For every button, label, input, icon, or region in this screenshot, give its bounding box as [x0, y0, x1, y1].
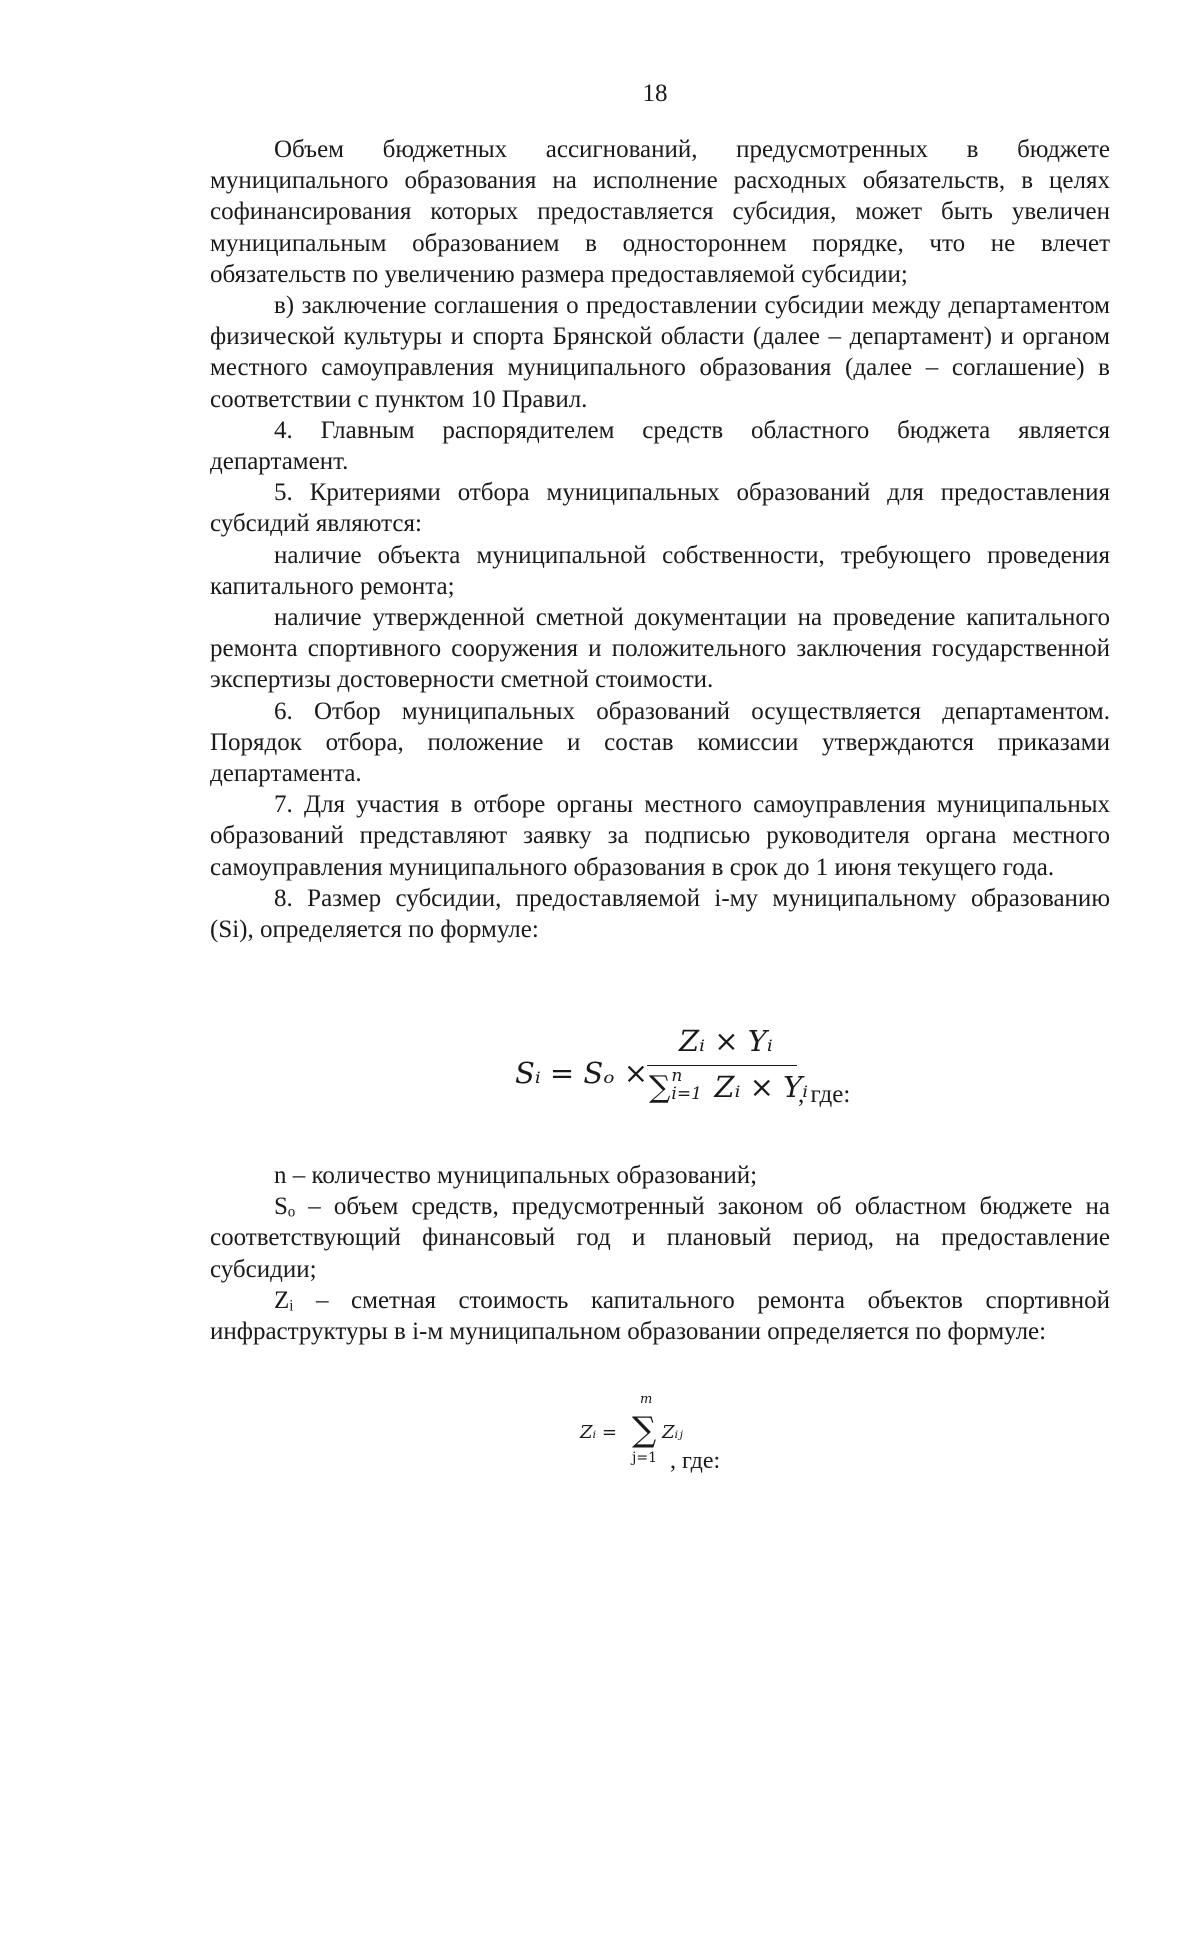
cost-formula — [580, 1392, 780, 1472]
sum-upper-limit: n — [671, 1066, 683, 1086]
fraction-bar — [647, 1065, 797, 1066]
sum-sign: ∑ — [649, 1070, 671, 1105]
sum-limits — [670, 1066, 714, 1104]
paragraph: n – количество муниципальных образований; — [274, 1162, 758, 1189]
paragraph: Zᵢ – сметная стоимость капитального ремонта объектов спортивной инфраструктуры в i-м муниципальном образовании определяется по формуле: — [210, 1286, 1110, 1346]
paragraph: 7. Для участия в отборе органы местного самоуправления муниципальных образований представляют заявку за подписью руководителя органа местного самоуправления муниципального образования в срок до 1 июня текущего года. — [210, 791, 1110, 881]
formula-denominator — [649, 1066, 809, 1105]
formula-lhs: Sᵢ = Sₒ × — [515, 1056, 648, 1090]
denominator-term: Zᵢ × Yᵢ — [714, 1070, 809, 1104]
page-number: 18 — [642, 80, 668, 107]
paragraph: Объем бюджетных ассигнований, предусмотренных в бюджете муниципального образования на исполнение расходных обязательств, в целях софинансирования которых предоставляется субсидия, может быть увеличен муниципальным образованием в одностороннем порядке, что не влечет обязательств по увеличению размера предоставляемой субсидии; — [210, 136, 1110, 288]
paragraph: 8. Размер субсидии, предоставляемой i-му муниципальному образованию (Si), определяется по формуле: — [210, 884, 1110, 944]
cost-sum-term: Zᵢⱼ — [662, 1422, 683, 1443]
paragraph: 4. Главным распорядителем средств областного бюджета является департамент. — [210, 416, 1110, 476]
paragraph: наличие объекта муниципальной собственности, требующего проведения капитального ремонта; — [210, 541, 1110, 600]
cost-formula-lhs: Zᵢ = — [580, 1422, 617, 1443]
sum-lower-limit: i=1 — [671, 1084, 702, 1104]
paragraph: наличие утвержденной сметной документации на проведение капитального ремонта спортивного сооружения и положительного заключения государственной экспертизы достоверности сметной стоимости. — [210, 604, 1110, 694]
paragraph: в) заключение соглашения о предоставлении субсидии между департаментом физической культуры и спорта Брянской области (далее – департамент) и органом местного самоуправления муниципального образования (далее – соглашение) в соответствии с пунктом 10 Правил. — [210, 292, 1110, 413]
cost-sum-lower-limit: j=1 — [632, 1450, 657, 1466]
body-text-top — [210, 134, 1110, 945]
body-text-definitions — [210, 1160, 1110, 1347]
paragraph: Sₒ – объем средств, предусмотренный законом об областном бюджете на соответствующий финансовый год и плановый период, на предоставление субсидии; — [210, 1193, 1110, 1283]
formula-numerator: Zᵢ × Yᵢ — [679, 1024, 773, 1058]
paragraph: 6. Отбор муниципальных образований осуществляется департаментом. Порядок отбора, положение и состав комиссии утверждаются приказами департамента. — [210, 697, 1110, 788]
paragraph: 5. Критериями отбора муниципальных образований для предоставления субсидий являются: — [210, 479, 1110, 538]
formula-trailing-text: , где: — [798, 1081, 851, 1108]
cost-sum-sign: ∑ — [632, 1410, 657, 1450]
cost-sum-upper-limit: m — [640, 1392, 653, 1407]
cost-formula-trailing-text: , где: — [670, 1448, 721, 1474]
